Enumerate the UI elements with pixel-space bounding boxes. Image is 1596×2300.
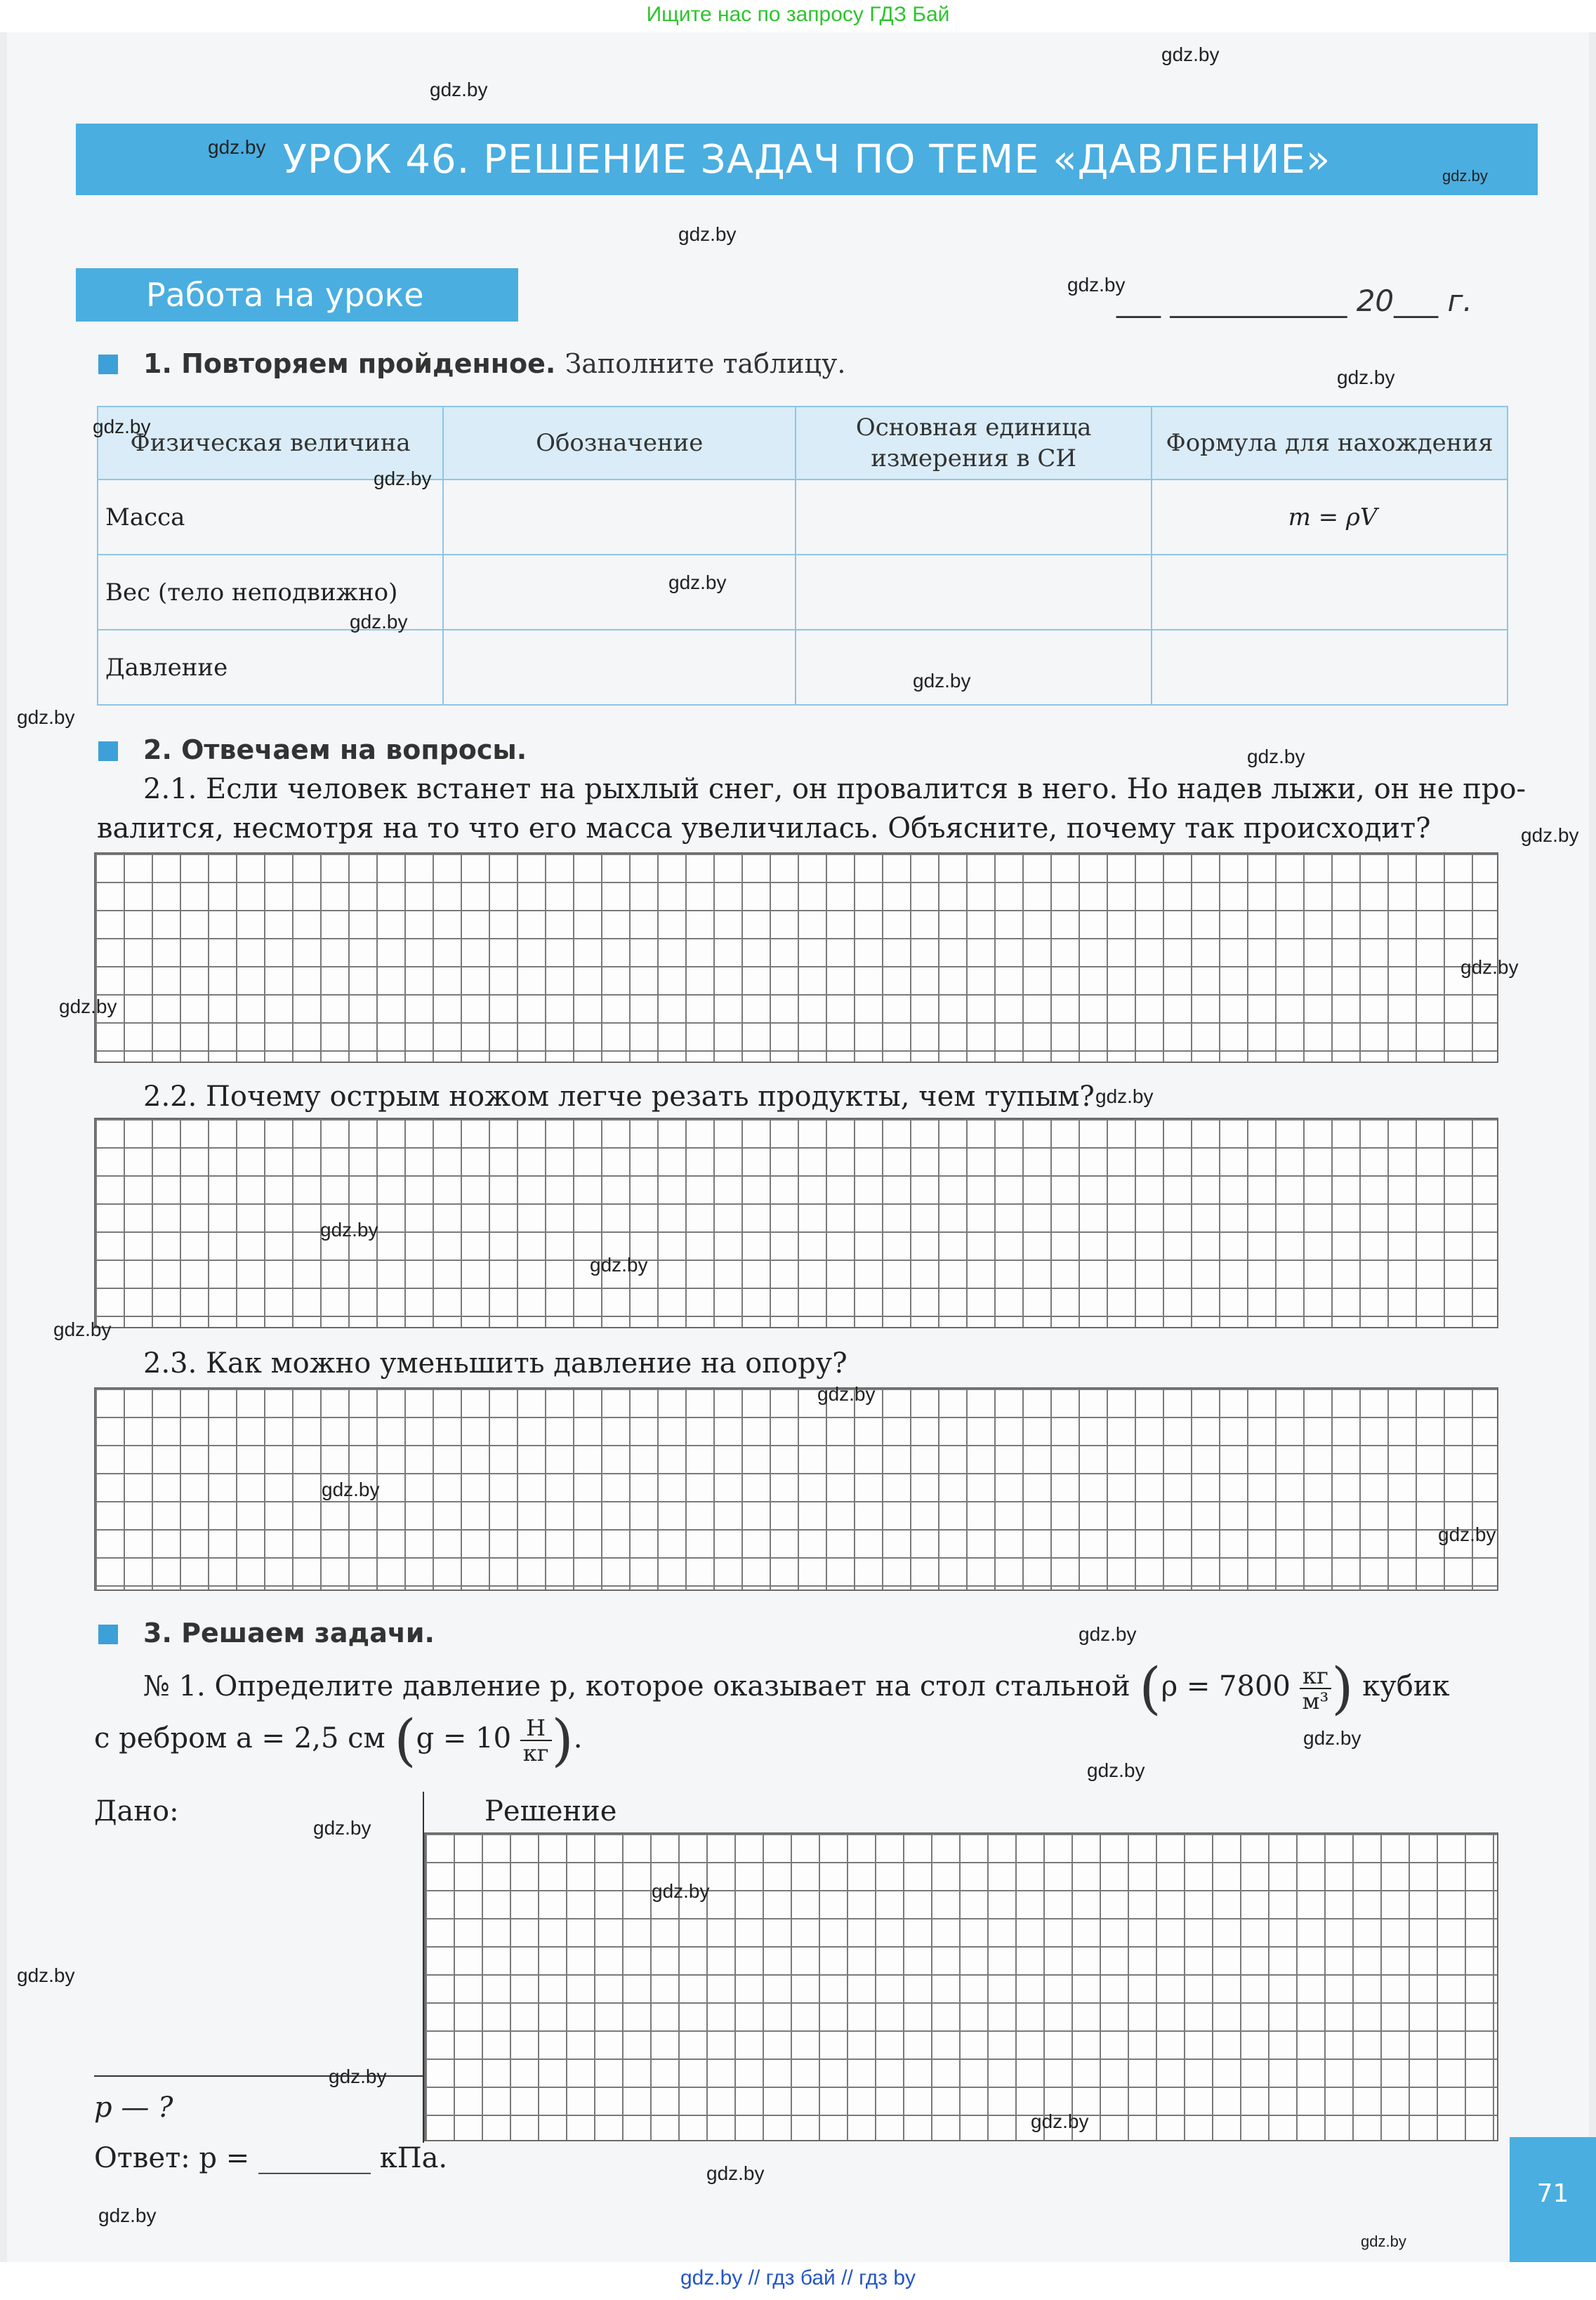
watermark: gdz.by: [1361, 2233, 1406, 2250]
question-2-1-line1: 2.1. Если человек встанет на рыхлый снег, он провалится в него. Но надев лыжи, он не про-: [143, 773, 1526, 805]
table-header: Обозначение: [443, 407, 796, 480]
table-cell: Масса: [98, 480, 443, 555]
table-cell-blank[interactable]: [1152, 555, 1508, 630]
watermark: gdz.by: [678, 223, 737, 245]
top-banner-link[interactable]: Ищите нас по запросу ГДЗ Бай: [646, 3, 950, 26]
problem-1-text: № 1. Определите давление p, которое оказывает на стол стальной: [143, 1670, 1130, 1703]
solution-label: Решение: [484, 1795, 617, 1828]
watermark: gdz.by: [329, 2066, 387, 2087]
problem-1-edge: с ребром a = 2,5 см: [94, 1722, 385, 1754]
quantities-table: [97, 406, 1508, 706]
given-label: Дано:: [94, 1795, 179, 1828]
watermark: gdz.by: [1079, 1623, 1137, 1645]
watermark: gdz.by: [1095, 1085, 1154, 1107]
watermark: gdz.by: [1031, 2110, 1089, 2132]
table-row: [98, 480, 1508, 555]
table-header: Физическая величина: [98, 407, 443, 480]
watermark: gdz.by: [374, 468, 432, 489]
lesson-title: УРОК 46. РЕШЕНИЕ ЗАДАЧ ПО ТЕМЕ «ДАВЛЕНИЕ»: [76, 124, 1538, 195]
question-2-1-line2: валится, несмотря на то что его масса увеличилась. Объясните, почему так происходит?: [97, 812, 1431, 845]
bottom-banner-links[interactable]: gdz.by // гдз бай // гдз by: [680, 2266, 916, 2289]
watermark: gdz.by: [652, 1880, 710, 1902]
problem-1-line2: с ребром a = 2,5 см (g = 10 $\frac{Н}{кг}$ ).: [94, 1707, 583, 1773]
watermark: gdz.by: [1161, 44, 1220, 65]
watermark: gdz.by: [1438, 1524, 1496, 1545]
watermark: gdz.by: [17, 706, 75, 728]
watermark: gdz.by: [59, 996, 117, 1017]
watermark: gdz.by: [1067, 274, 1126, 296]
watermark: gdz.by: [1247, 746, 1305, 767]
section-bullet-icon: [98, 1625, 118, 1644]
table-cell-blank[interactable]: [443, 480, 796, 555]
table-cell: Вес (тело неподвижно): [98, 555, 443, 630]
question-2-2: 2.2. Почему острым ножом легче резать продукты, чем тупым?: [143, 1080, 1095, 1113]
table-header: Формула для нахождения: [1152, 407, 1508, 480]
rho-value: ρ = 7800: [1161, 1670, 1291, 1703]
watermark: gdz.by: [817, 1383, 876, 1405]
question-2-3: 2.3. Как можно уменьшить давление на опору?: [143, 1347, 848, 1380]
watermark: gdz.by: [590, 1254, 648, 1276]
watermark: gdz.by: [17, 1964, 75, 1986]
watermark: gdz.by: [322, 1479, 380, 1500]
table-cell: Давление: [98, 630, 443, 705]
watermark: gdz.by: [1087, 1759, 1145, 1781]
problem-1-line1: [143, 1655, 1450, 1721]
watermark: gdz.by: [430, 79, 488, 100]
watermark: gdz.by: [53, 1318, 112, 1340]
answer-grid-2-1[interactable]: [94, 852, 1498, 1063]
section1-title: 1. Повторяем пройденное.: [143, 348, 556, 379]
watermark: gdz.by: [1442, 167, 1488, 185]
section1-heading: [143, 348, 845, 379]
paren-close: ): [1331, 1655, 1354, 1721]
watermark: gdz.by: [1303, 1727, 1361, 1749]
watermark: gdz.by: [208, 136, 266, 158]
paren-open: (: [394, 1707, 416, 1773]
watermark: gdz.by: [1521, 824, 1579, 846]
table-cell-blank[interactable]: [796, 480, 1152, 555]
paren-open: (: [1139, 1655, 1161, 1721]
table-cell-blank[interactable]: [443, 630, 796, 705]
watermark: gdz.by: [913, 670, 971, 692]
problem-1-tail: кубик: [1362, 1670, 1450, 1703]
section-bullet-icon: [98, 741, 118, 761]
section-bullet-icon: [98, 355, 118, 374]
page-number: 71: [1510, 2137, 1596, 2262]
paren-close: ): [551, 1707, 574, 1773]
watermark: gdz.by: [98, 2205, 157, 2226]
watermark: gdz.by: [313, 1817, 371, 1839]
answer-line[interactable]: Ответ: p = ________ кПа.: [94, 2142, 448, 2174]
section3-heading: 3. Решаем задачи.: [143, 1618, 435, 1648]
rho-unit-fraction: $\frac{кг}{\text{м³}}$: [1300, 1664, 1332, 1713]
date-line: ___ ____________ 20___ г.: [1116, 284, 1472, 318]
section1-instruction: Заполните таблицу.: [565, 348, 846, 379]
table-row: [98, 555, 1508, 630]
g-value: g = 10: [416, 1722, 512, 1754]
watermark: gdz.by: [350, 611, 408, 633]
solution-grid[interactable]: [424, 1832, 1498, 2141]
watermark: gdz.by: [668, 571, 727, 593]
table-cell-blank[interactable]: [796, 630, 1152, 705]
g-unit-fraction: $\frac{Н}{кг}$: [520, 1716, 552, 1765]
table-cell-blank[interactable]: [796, 555, 1152, 630]
table-cell-blank[interactable]: [1152, 630, 1508, 705]
table-header: Основная единица измерения в СИ: [796, 407, 1152, 480]
watermark: gdz.by: [706, 2162, 765, 2184]
work-section-title: Работа на уроке: [76, 268, 518, 322]
table-cell-blank[interactable]: [443, 555, 796, 630]
unknown-label: p — ?: [94, 2091, 173, 2124]
answer-grid-2-3[interactable]: [94, 1387, 1498, 1591]
watermark: gdz.by: [93, 416, 151, 437]
watermark: gdz.by: [320, 1219, 378, 1241]
watermark: gdz.by: [1460, 956, 1519, 978]
watermark: gdz.by: [1337, 366, 1395, 388]
answer-grid-2-2[interactable]: [94, 1118, 1498, 1328]
table-cell: m = ρV: [1152, 480, 1508, 555]
section2-heading: 2. Отвечаем на вопросы.: [143, 734, 527, 765]
table-row: [98, 630, 1508, 705]
